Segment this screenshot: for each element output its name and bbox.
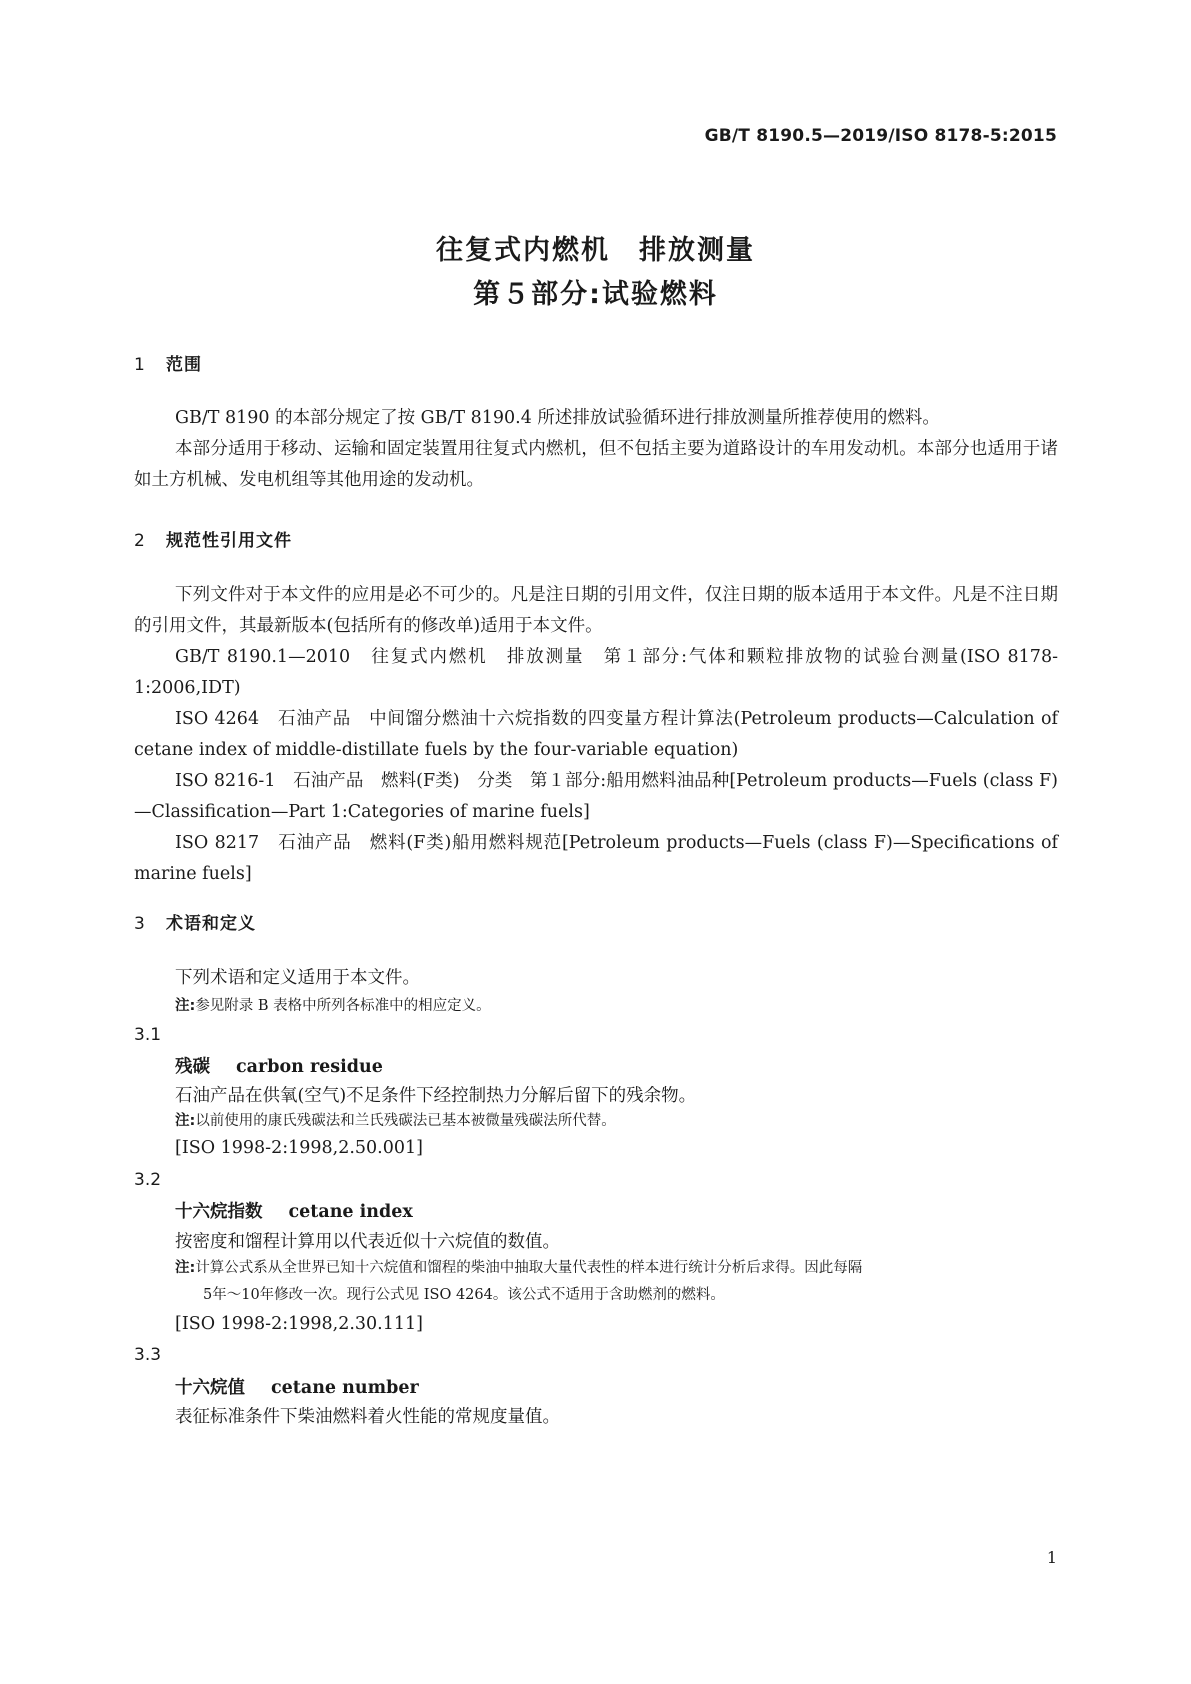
term-heading [175,1053,383,1078]
term-number: 3.3 [134,1345,162,1365]
note-text: 以前使用的康氏残碳法和兰氏残碳法已基本被微量残碳法所代替。 [195,1113,616,1129]
term-note [175,1254,1058,1282]
term-note [175,1107,1058,1135]
term-source: [ISO 1998-2:1998,2.30.111] [175,1314,423,1334]
section-3-intro: 下列术语和定义适用于本文件。 [175,968,420,988]
term-zh: 十六烷值 [175,1378,245,1398]
term-heading [175,1374,419,1399]
section-title: 规范性引用文件 [166,531,292,551]
note-label: 注: [175,1113,196,1129]
document-title-line2: 第５部分:试验燃料 [473,279,718,310]
term-note-continued: 5年～10年修改一次。现行公式见 ISO 4264。该公式不适用于含助燃剂的燃料。 [203,1287,725,1303]
reference-item: ISO 4264 石油产品 中间馏分燃油十六烷指数的四变量方程计算法(Petroleum products—Calculation of cetane index of middle-distillate fuels by the four-variable equation) [134,709,1058,760]
section-2-heading [134,526,292,551]
reference-item: GB/T 8190.1—2010 往复式内燃机 排放测量 第１部分:气体和颗粒排放物的试验台测量(ISO 8178-1:2006,IDT) [134,647,1058,698]
section-1-heading [134,350,202,375]
note-text: 计算公式系从全世界已知十六烷值和馏程的柴油中抽取大量代表性的样本进行统计分析后求得。因此每隔 [195,1260,863,1276]
document-title-line1: 往复式内燃机 排放测量 [436,235,755,266]
term-zh: 残碳 [175,1057,210,1077]
term-number: 3.1 [134,1025,162,1045]
term-en: cetane index [288,1202,413,1222]
section-3-heading [134,909,256,934]
section-title: 范围 [166,355,202,375]
term-source: [ISO 1998-2:1998,2.50.001] [175,1138,423,1158]
note-label: 注: [175,998,196,1014]
note-text: 参见附录 B 表格中所列各标准中的相应定义。 [195,998,491,1014]
page-number: 1 [1046,1548,1057,1567]
term-en: cetane number [271,1378,419,1398]
paragraph: 本部分适用于移动、运输和固定装置用往复式内燃机，但不包括主要为道路设计的车用发动机。本部分也适用于诸如土方机械、发电机组等其他用途的发动机。 [134,439,1058,490]
term-definition: 按密度和馏程计算用以代表近似十六烷值的数值。 [175,1232,560,1252]
term-en: carbon residue [236,1057,383,1077]
section-number: 1 [134,355,146,375]
standard-number: GB/T 8190.5—2019/ISO 8178-5:2015 [704,126,1057,146]
section-3-note [175,992,1058,1020]
reference-item: ISO 8217 石油产品 燃料(F类)船用燃料规范[Petroleum products—Fuels (class F)—Specifications of marine fuels] [134,833,1058,884]
section-number: 2 [134,531,146,551]
reference-item: ISO 8216-1 石油产品 燃料(F类) 分类 第１部分:船用燃料油品种[Petroleum products—Fuels (class F)—Classification—Part 1:Categories of marine fuels] [134,771,1058,822]
paragraph: 下列文件对于本文件的应用是必不可少的。凡是注日期的引用文件，仅注日期的版本适用于本文件。凡是不注日期的引用文件，其最新版本(包括所有的修改单)适用于本文件。 [134,585,1058,636]
term-definition: 表征标准条件下柴油燃料着火性能的常规度量值。 [175,1407,560,1427]
paragraph: GB/T 8190 的本部分规定了按 GB/T 8190.4 所述排放试验循环进行排放测量所推荐使用的燃料。 [175,408,940,428]
term-heading [175,1198,413,1223]
note-label: 注: [175,1260,196,1276]
section-title: 术语和定义 [166,914,256,934]
section-2-body [134,580,1058,890]
term-definition: 石油产品在供氧(空气)不足条件下经控制热力分解后留下的残余物。 [175,1086,697,1106]
section-1-body [134,403,1058,496]
term-number: 3.2 [134,1170,162,1190]
section-number: 3 [134,914,146,934]
term-zh: 十六烷指数 [175,1202,263,1222]
